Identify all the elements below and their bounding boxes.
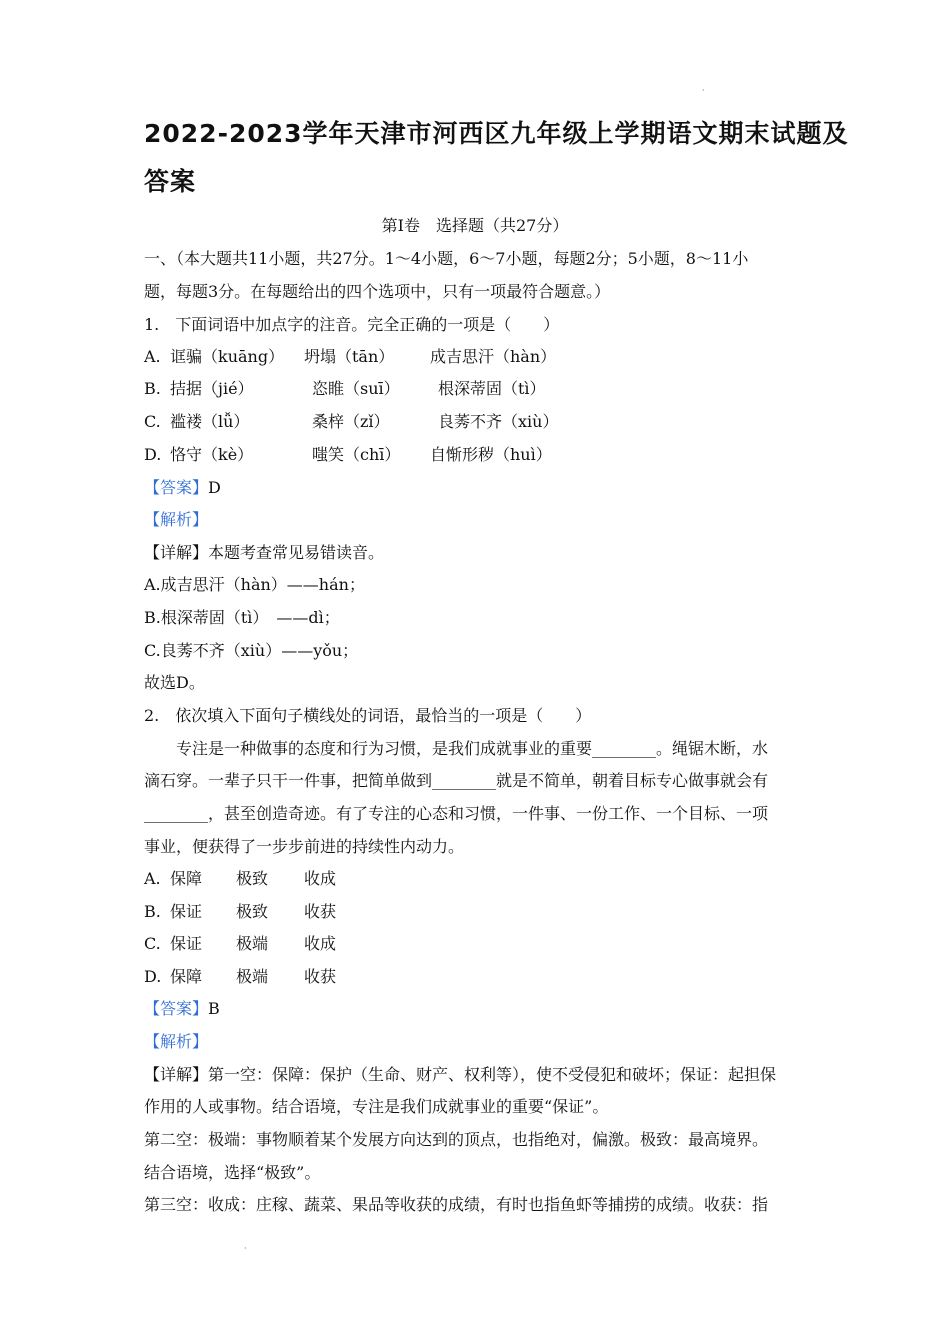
document-title-line1: 2022-2023学年天津市河西区九年级上学期语文期末试题及: [144, 119, 849, 148]
intro-line2: 题，每题3分。在每题给出的四个选项中，只有一项最符合题意。）: [144, 282, 611, 301]
scan-dot: ·: [244, 1244, 247, 1253]
option-word-2: 极致: [236, 902, 269, 921]
q1-note-b: B.根深蒂固（tì） ——dì；: [144, 608, 340, 627]
option-word-3: 收成: [304, 869, 337, 888]
option-word-1: 保障: [170, 869, 203, 888]
option-label: B.: [144, 379, 161, 398]
option-label: A.: [144, 869, 161, 888]
option-word-2: 极端: [236, 967, 269, 986]
q1-option-a: [144, 347, 556, 367]
option-label: D.: [144, 967, 162, 986]
option-word-1: 褴褛（lǚ）: [170, 412, 250, 431]
q2-option-b: [144, 902, 336, 922]
q1-detail: [144, 543, 384, 563]
q2-detail-line4: 结合语境，选择“极致”。: [144, 1163, 321, 1182]
q1-option-b: [144, 379, 546, 399]
option-label: C.: [144, 934, 161, 953]
q1-conclusion: 故选D。: [144, 673, 205, 692]
q1-analysis-tag: 【解析】: [144, 510, 209, 529]
option-label: C.: [144, 412, 161, 431]
detail-tag: 【详解】: [144, 543, 209, 562]
answer-tag: 【答案】: [144, 999, 209, 1018]
option-word-2: 桑梓（zǐ）: [312, 412, 390, 431]
section-header: 第Ⅰ卷 选择题（共27分）: [381, 216, 569, 235]
option-word-1: 拮据（jié）: [170, 379, 254, 398]
q2-analysis-tag: 【解析】: [144, 1032, 209, 1051]
option-word-1: 保证: [170, 934, 203, 953]
option-label: A.: [144, 347, 161, 366]
option-word-3: 收获: [304, 902, 337, 921]
scan-dot: ·: [702, 86, 705, 95]
option-word-3: 自惭形秽（huì）: [430, 445, 552, 464]
option-word-3: 成吉思汗（hàn）: [430, 347, 557, 366]
document-title-line2: 答案: [144, 167, 197, 196]
option-word-1: 恪守（kè）: [170, 445, 254, 464]
q2-detail-line2: 作用的人或事物。结合语境，专注是我们成就事业的重要“保证”。: [144, 1097, 609, 1116]
q2-passage-line4: 事业，便获得了一步步前进的持续性内动力。: [144, 837, 465, 856]
option-word-1: 诓骗（kuāng）: [170, 347, 285, 366]
option-word-2: 恣睢（suī）: [312, 379, 400, 398]
answer-value: B: [208, 999, 220, 1018]
q2-detail-line5: 第三空：收成：庄稼、蔬菜、果品等收获的成绩，有时也指鱼虾等捕捞的成绩。收获：指: [144, 1195, 769, 1214]
q2-option-d: [144, 967, 336, 987]
option-word-3: 收获: [304, 967, 337, 986]
option-word-2: 极端: [236, 934, 269, 953]
answer-value: D: [208, 478, 221, 497]
q2-detail-line3: 第二空：极端：事物顺着某个发展方向达到的顶点，也指绝对，偏激。极致：最高境界。: [144, 1130, 769, 1149]
q1-note-c: C.良莠不齐（xiù）——yǒu；: [144, 641, 359, 660]
q2-option-a: [144, 869, 336, 889]
detail-text: 第一空：保障：保护（生命、财产、权利等），使不受侵犯和破坏；保证：起担保: [208, 1065, 777, 1084]
option-word-3: 根深蒂固（tì）: [438, 379, 546, 398]
q2-option-c: [144, 934, 336, 954]
option-word-1: 保证: [170, 902, 203, 921]
q2-passage-line2: 滴石穿。一辈子只干一件事，把简单做到________就是不简单，朝着目标专心做事就会有: [144, 771, 769, 790]
q2-passage-line3: ________，甚至创造奇迹。有了专注的心态和习惯，一件事、一份工作、一个目标、一项: [144, 804, 769, 823]
option-label: B.: [144, 902, 161, 921]
q2-detail-line1: [144, 1065, 776, 1085]
detail-text: 本题考查常见易错读音。: [208, 543, 385, 562]
q1-note-a: A.成吉思汗（hàn）——hán；: [144, 575, 365, 594]
q2-stem: 2. 依次填入下面句子横线处的词语，最恰当的一项是（ ）: [144, 706, 592, 725]
option-word-2: 嗤笑（chī）: [312, 445, 401, 464]
q2-passage-line1: 专注是一种做事的态度和行为习惯，是我们成就事业的重要________。绳锯木断，水: [144, 739, 769, 758]
answer-tag: 【答案】: [144, 478, 209, 497]
q2-answer: [144, 999, 220, 1019]
option-word-1: 保障: [170, 967, 203, 986]
q1-option-c: [144, 412, 558, 432]
detail-tag: 【详解】: [144, 1065, 209, 1084]
q1-option-d: [144, 445, 552, 465]
option-word-3: 良莠不齐（xiù）: [438, 412, 559, 431]
q1-answer: [144, 478, 221, 498]
option-word-3: 收成: [304, 934, 337, 953]
q1-stem: 1. 下面词语中加点字的注音。完全正确的一项是（ ）: [144, 315, 560, 334]
option-word-2: 坍塌（tān）: [304, 347, 395, 366]
option-word-2: 极致: [236, 869, 269, 888]
option-label: D.: [144, 445, 162, 464]
intro-line1: 一、（本大题共11小题，共27分。1～4小题，6～7小题，每题2分；5小题，8～11小: [144, 249, 749, 268]
